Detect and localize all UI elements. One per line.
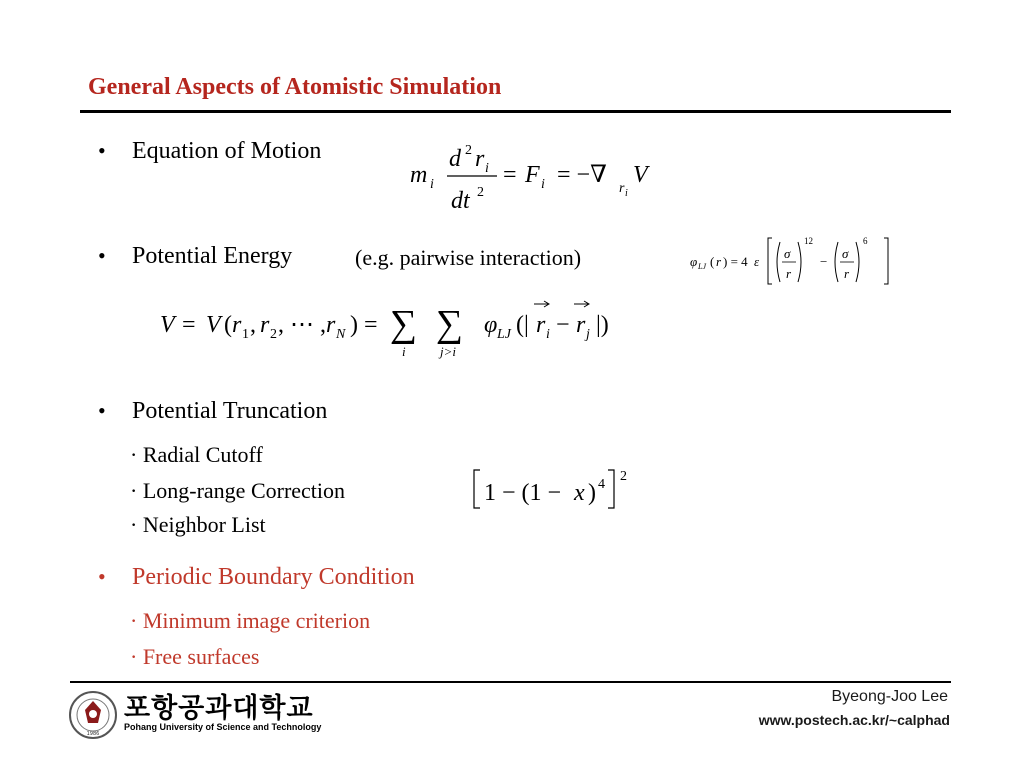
svg-text:j: j xyxy=(586,327,590,342)
svg-text:r: r xyxy=(536,312,546,338)
svg-text:4: 4 xyxy=(598,477,605,492)
svg-text:∑: ∑ xyxy=(436,303,464,345)
svg-text:d: d xyxy=(449,146,461,172)
svg-text:V: V xyxy=(633,162,648,188)
svg-text:) = 4: ) = 4 xyxy=(723,254,748,269)
svg-text:(: ( xyxy=(710,254,715,269)
svg-text:i: i xyxy=(546,327,550,342)
svg-text:2: 2 xyxy=(465,143,472,158)
truncation-item-neighbor-list: · Neighbor List xyxy=(130,512,266,537)
total-potential-formula xyxy=(150,292,630,364)
svg-text:=: = xyxy=(503,162,517,188)
svg-text:LJ: LJ xyxy=(497,327,511,342)
svg-text:, ⋯ ,: , ⋯ , xyxy=(278,312,326,338)
bullet-label: Potential Energy xyxy=(132,243,293,269)
switching-function-formula xyxy=(470,464,640,514)
bullet-periodic-boundary xyxy=(98,564,415,591)
svg-text:1: 1 xyxy=(242,327,249,342)
lj-potential-formula xyxy=(688,232,898,288)
bullet-equation-of-motion xyxy=(98,138,321,165)
svg-text:i: i xyxy=(625,188,628,199)
svg-text:r: r xyxy=(232,312,242,338)
svg-text:) =: ) = xyxy=(350,312,378,338)
svg-text:i: i xyxy=(430,177,434,192)
truncation-item-long-range-correction: · Long-range Correction xyxy=(130,478,346,503)
periodic-item-free-surfaces: · Free surfaces xyxy=(130,644,260,669)
svg-text:φ: φ xyxy=(484,312,498,338)
svg-text:1986: 1986 xyxy=(86,731,100,737)
svg-text:r: r xyxy=(260,312,270,338)
svg-text:2: 2 xyxy=(477,185,484,200)
potential-energy-note: (e.g. pairwise interaction) xyxy=(355,245,582,270)
svg-text:r: r xyxy=(716,254,722,269)
periodic-item-minimum-image: · Minimum image criterion xyxy=(130,608,371,633)
svg-text:(|: (| xyxy=(516,312,529,338)
svg-text:r: r xyxy=(844,266,850,281)
university-name-english: Pohang University of Science and Technology xyxy=(124,722,322,732)
bullet-dot: • xyxy=(98,564,106,589)
footer-divider xyxy=(70,681,951,683)
svg-text:−: − xyxy=(820,254,828,269)
bullet-label: Periodic Boundary Condition xyxy=(132,564,415,590)
equation-of-motion-formula xyxy=(405,136,665,216)
svg-text:φ: φ xyxy=(690,254,698,269)
svg-text:): ) xyxy=(588,480,596,506)
bullet-potential-truncation xyxy=(98,398,327,425)
svg-text:V: V xyxy=(206,312,221,338)
author-name: Byeong-Joo Lee xyxy=(831,688,948,705)
svg-text:∑: ∑ xyxy=(390,303,418,345)
svg-text:V: V xyxy=(160,312,175,338)
bullet-potential-energy xyxy=(98,243,292,270)
svg-text:LJ: LJ xyxy=(698,262,706,271)
svg-text:j>i: j>i xyxy=(440,344,456,359)
svg-text:σ: σ xyxy=(784,246,791,261)
svg-text:N: N xyxy=(336,327,346,342)
title-divider xyxy=(80,110,951,113)
svg-text:x: x xyxy=(574,480,585,506)
svg-text:= −∇: = −∇ xyxy=(557,162,607,188)
svg-text:F: F xyxy=(525,162,540,188)
slide-title: General Aspects of Atomistic Simulation xyxy=(88,74,502,100)
svg-text:i: i xyxy=(485,161,489,176)
svg-text:1 − (1 −: 1 − (1 − xyxy=(484,480,562,506)
svg-text:m: m xyxy=(410,162,428,188)
svg-text:r: r xyxy=(619,181,625,196)
bullet-label: Equation of Motion xyxy=(132,138,322,164)
university-name-korean: 포항공과대학교 xyxy=(124,693,314,724)
svg-text:i: i xyxy=(541,177,545,192)
svg-text:=: = xyxy=(182,312,196,338)
svg-text:2: 2 xyxy=(270,327,277,342)
svg-text:r: r xyxy=(576,312,586,338)
svg-text:r: r xyxy=(786,266,792,281)
university-seal-icon xyxy=(68,690,118,740)
svg-text:−: − xyxy=(556,312,570,338)
svg-text:σ: σ xyxy=(842,246,849,261)
bullet-dot: • xyxy=(98,398,106,423)
svg-text:r: r xyxy=(326,312,336,338)
bullet-label: Potential Truncation xyxy=(132,398,328,424)
truncation-item-radial-cutoff: · Radial Cutoff xyxy=(130,442,263,467)
svg-text:(: ( xyxy=(224,312,232,338)
svg-text:6: 6 xyxy=(863,236,868,246)
svg-text:dt: dt xyxy=(451,188,470,214)
svg-text:12: 12 xyxy=(804,236,813,246)
bullet-dot: • xyxy=(98,138,106,163)
svg-text:r: r xyxy=(475,146,485,172)
svg-text:2: 2 xyxy=(620,469,627,484)
svg-text:i: i xyxy=(402,344,406,359)
svg-text:,: , xyxy=(250,312,256,338)
bullet-dot: • xyxy=(98,243,106,268)
author-url[interactable]: www.postech.ac.kr/~calphad xyxy=(758,712,950,728)
svg-text:ε: ε xyxy=(754,254,760,269)
svg-text:|): |) xyxy=(596,312,609,338)
